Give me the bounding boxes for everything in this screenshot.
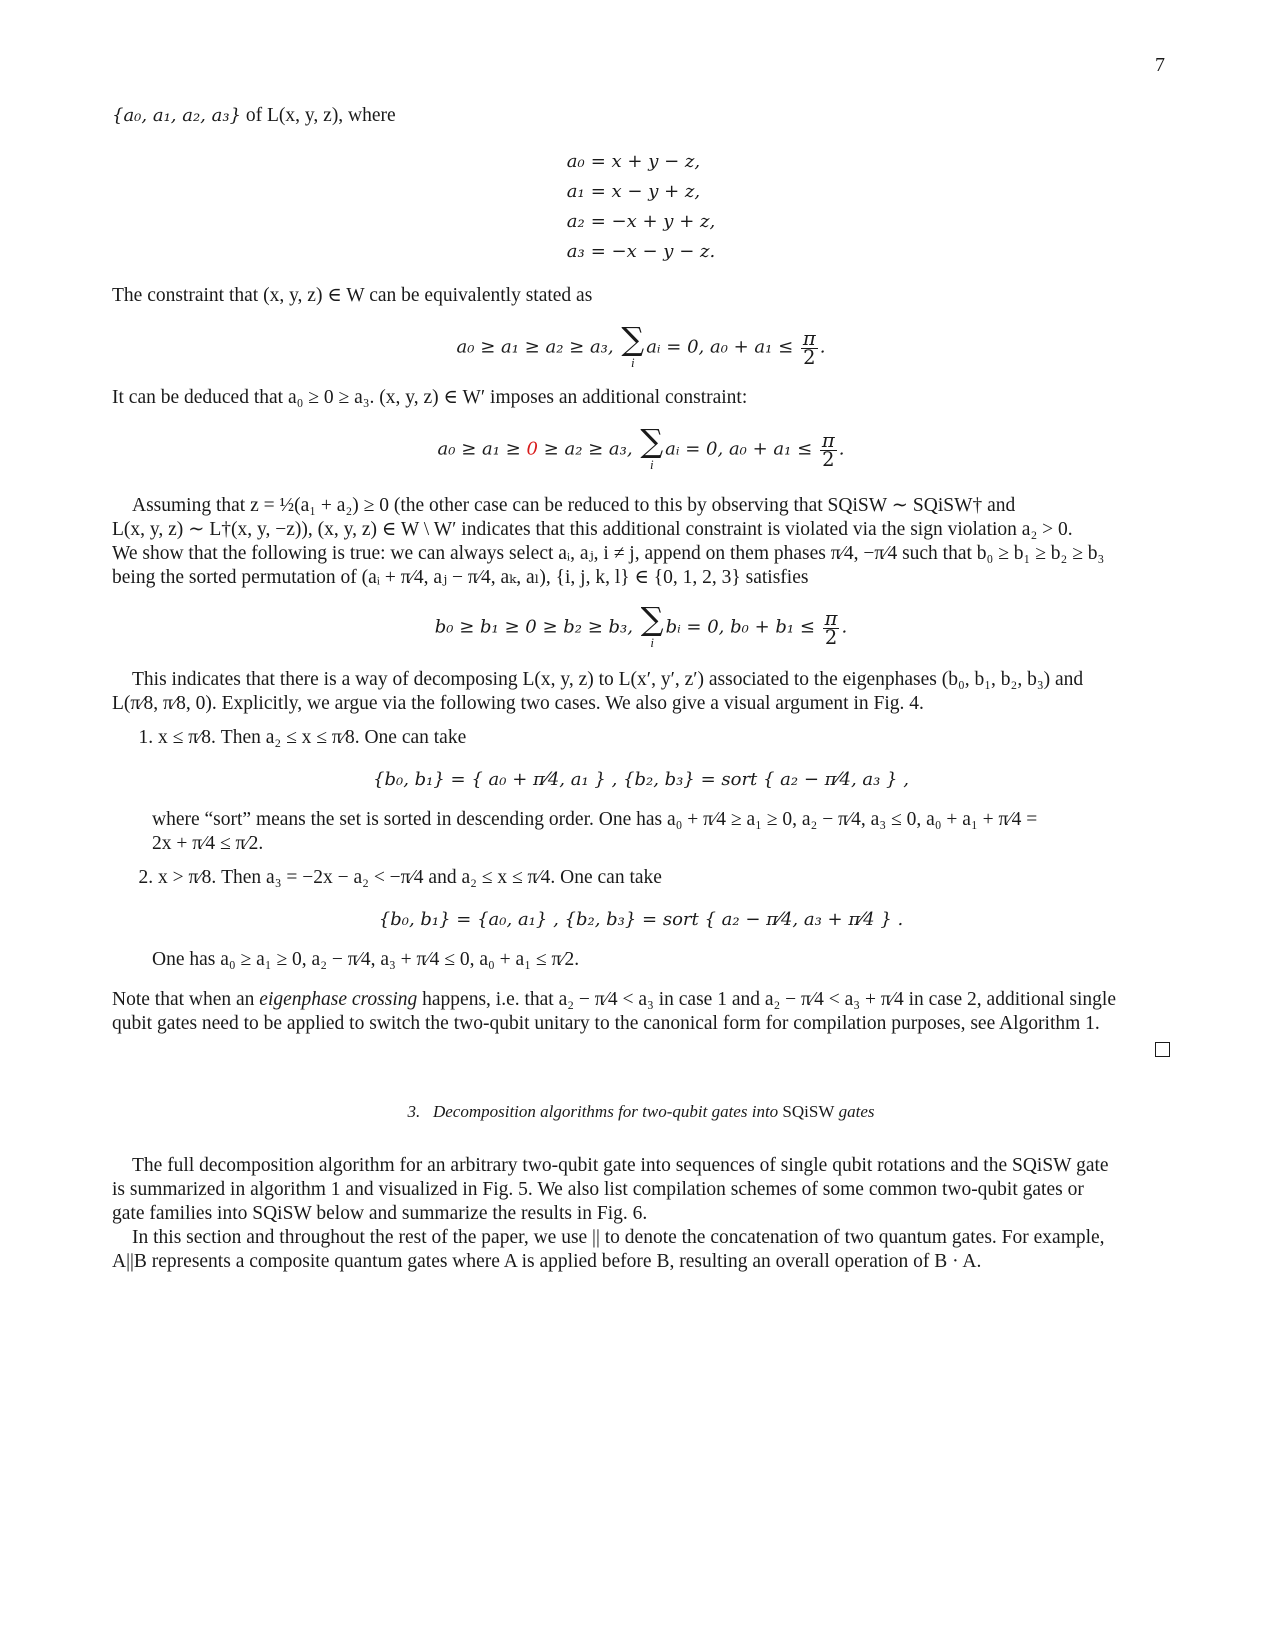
case-list xyxy=(112,726,1170,972)
qed-box xyxy=(1155,1042,1170,1057)
eigenphase-crossing-term: eigenphase crossing xyxy=(259,989,418,1010)
pi-over-two: $\frac{\pi}{2}$ xyxy=(824,606,838,649)
assumption-paragraph: Assuming that z = ½(a₁ + a₂) ≥ 0 (the other case can be reduced to this by observing that SQiSW ∼ SQiSW† and L(x, y, z) ∼ L†(x, y, −z)), (x, y, z) ∈ W \ W′ indicates that this additional constraint is violated via the sign violation a₂ > 0. We show that the following is true: we can always select aᵢ, aⱼ, i ≠ j, append on them phases π⁄4, −π⁄4 such that b₀ ≥ b₁ ≥ b₂ ≥ b₃ being the sorted permutation of (aᵢ + π⁄4, aⱼ − π⁄4, aₖ, aₗ), {i, j, k, l} ∈ {0, 1, 2, 3} satisfies xyxy=(112,495,1105,588)
page-body xyxy=(112,104,1170,1274)
case-1: 1. x ≤ π⁄8. Then a₂ ≤ x ≤ π⁄8. One can take {b₀, b₁} = { a₀ + π⁄4, a₁ } , {b₂, b₃} = sort { a₂ − π⁄4, a₃ } , where “sort” means the set is sorted in descending order. One has a₀ + π⁄4 ≥ a₁ ≥ 0, a₂ − π⁄4, a₃ ≤ 0, a₀ + a₁ + π⁄4 = 2x + π⁄4 ≤ π⁄2. xyxy=(158,726,1170,856)
sum-symbol: ∑ i xyxy=(621,320,645,370)
decomposition-paragraph: The full decomposition algorithm for an arbitrary two-qubit gate into sequences of single qubit rotations and the SQiSW gate is summarized in algorithm 1 and visualized in Fig. 5. We also list compilation schemes of some common two-qubit gates or gate families into SQiSW below and summarize the results in Fig. 6. xyxy=(112,1155,1109,1224)
concatenation-paragraph: In this section and throughout the rest of the paper, we use || to denote the concatenation of two quantum gates. For example, A||B represents a composite quantum gates where A is applied before B, resulting an overall operation of B · A. xyxy=(112,1227,1105,1272)
eigenphase-rhs: = x − y + z, xyxy=(590,181,701,202)
eigenphase-rhs: = x + y − z, xyxy=(590,151,701,172)
eigenphase-lhs: a₁ xyxy=(566,181,585,202)
highlighted-zero: 0 xyxy=(526,438,538,460)
eigenphase-rhs: = −x + y + z, xyxy=(590,211,716,232)
case-2: 2. x > π⁄8. Then a₃ = −2x − a₂ < −π⁄4 and a₂ ≤ x ≤ π⁄4. One can take {b₀, b₁} = {a₀, a₁} , {b₂, b₃} = sort { a₂ − π⁄4, a₃ + π⁄4 } . One has a₀ ≥ a₁ ≥ 0, a₂ − π⁄4, a₃ + π⁄4 ≤ 0, a₀ + a₁ ≤ π⁄2. xyxy=(158,866,1170,972)
eigenphase-lhs: a₃ xyxy=(566,241,585,262)
case-1-equation: {b₀, b₁} = { a₀ + π⁄4, a₁ } , {b₂, b₃} = sort { a₂ − π⁄4, a₃ } , xyxy=(373,769,909,790)
constraint-intro: The constraint that (x, y, z) ∈ W can be equivalently stated as xyxy=(112,285,593,306)
constraint-equation: a₀ ≥ a₁ ≥ a₂ ≥ a₃, ∑ i aᵢ = 0, a₀ + a₁ ≤ $\frac{\pi}{2}$ . xyxy=(456,320,826,370)
intro-tail: of L(x, y, z), where xyxy=(241,105,396,126)
case-2-equation: {b₀, b₁} = {a₀, a₁} , {b₂, b₃} = sort { a₂ − π⁄4, a₃ + π⁄4 } . xyxy=(378,909,904,930)
eigenphase-lhs: a₀ xyxy=(566,151,585,172)
pi-over-two: $\frac{\pi}{2}$ xyxy=(802,326,816,369)
eigenphase-set: {a₀, a₁, a₂, a₃} xyxy=(112,105,242,126)
pi-over-two: $\frac{\pi}{2}$ xyxy=(821,428,835,471)
eigenphase-lhs: a₂ xyxy=(566,211,585,232)
eigenphase-rhs: = −x − y − z. xyxy=(590,241,716,262)
eigenphase-equations xyxy=(112,150,1170,264)
additional-constraint-equation: a₀ ≥ a₁ ≥ 0 ≥ a₂ ≥ a₃, ∑ i aᵢ = 0, a₀ + a₁ ≤ $\frac{\pi}{2}$ . xyxy=(437,422,845,472)
deduced-text: It can be deduced that a₀ ≥ 0 ≥ a₃. (x, y, z) ∈ W′ imposes an additional constraint: xyxy=(112,387,748,408)
note-paragraph: Note that when an eigenphase crossing happens, i.e. that a₂ − π⁄4 < a₃ in case 1 and a₂ − π⁄4 < a₃ + π⁄4 in case 2, additional single qubit gates need to be applied to switch the two-qubit unitary to the canonical form for compilation purposes, see Algorithm 1. xyxy=(112,989,1116,1034)
section-heading: 3. Decomposition algorithms for two-qubit gates into SQiSW gates xyxy=(407,1102,875,1121)
sum-symbol: ∑ i xyxy=(640,600,664,650)
intro-line xyxy=(112,104,1170,128)
sum-symbol: ∑ i xyxy=(640,422,664,472)
b-constraint-equation: b₀ ≥ b₁ ≥ 0 ≥ b₂ ≥ b₃, ∑ i bᵢ = 0, b₀ + b₁ ≤ $\frac{\pi}{2}$ . xyxy=(434,600,848,650)
page-number: 7 xyxy=(1155,54,1165,76)
indicates-paragraph: This indicates that there is a way of decomposing L(x, y, z) to L(x′, y′, z′) associated to the eigenphases (b₀, b₁, b₂, b₃) and L(π⁄8, π⁄8, 0). Explicitly, we argue via the following two cases. We also give a visual argument in Fig. 4. xyxy=(112,669,1084,714)
